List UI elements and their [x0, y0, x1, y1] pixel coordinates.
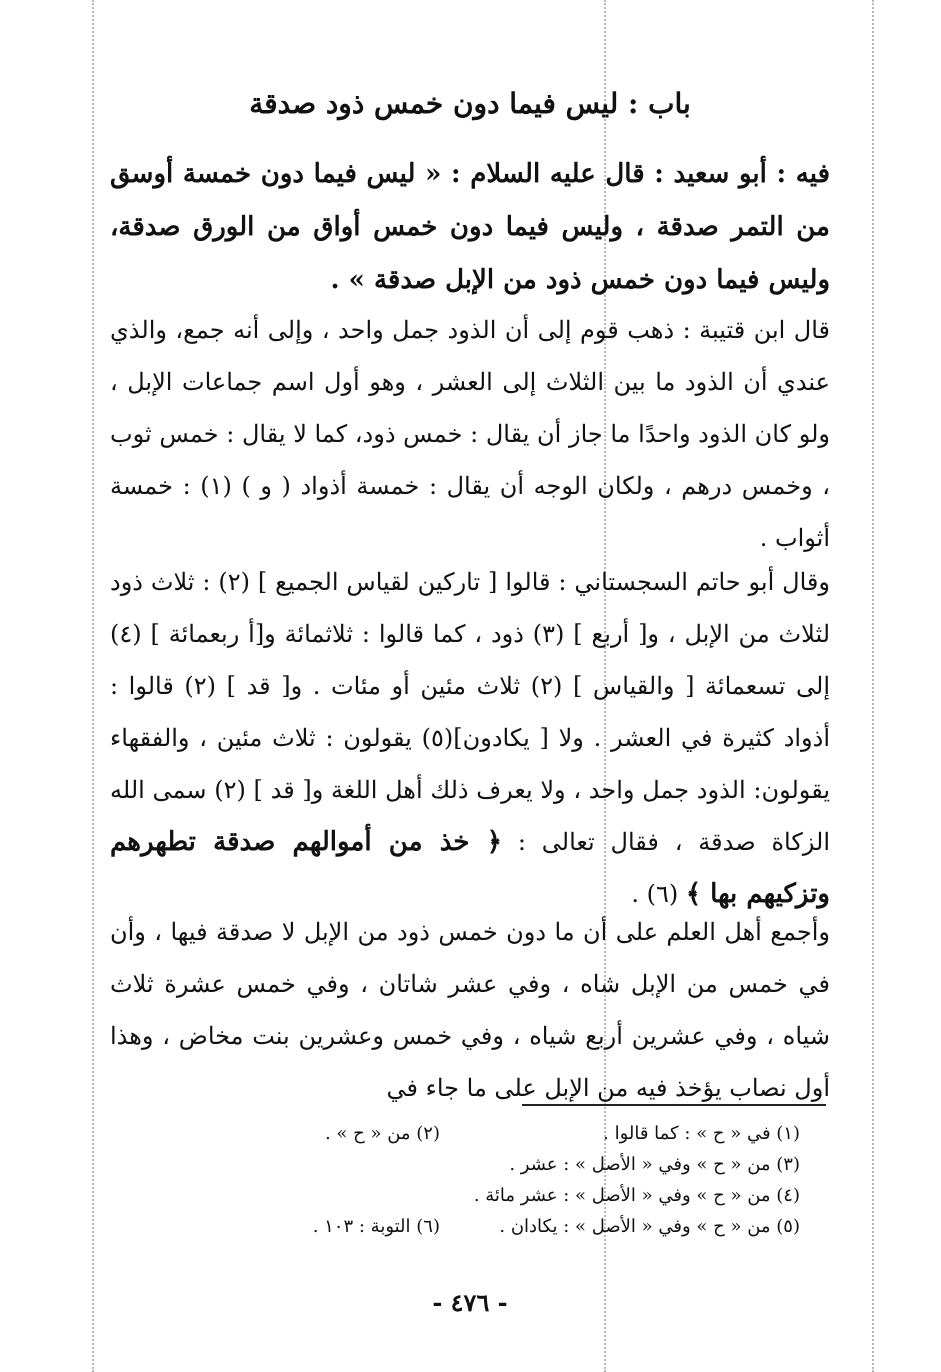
page-number: - ٤٧٦ -	[432, 1288, 508, 1317]
paragraph-ijma: وأجمع أهل العلم على أن ما دون خمس ذود من الإبل لا صدقة فيها ، وأن في خمس من الإبل شاه ، وفي عشر شاتان ، وفي خمس عشرة ثلاث شياه ، وفي عشرين أربع شياه ، وفي خمس وعشرين بنت مخاض ، وهذا أول نصاب يؤخذ فيه من الإبل على ما جاء في	[110, 918, 830, 1102]
footnotes	[200, 1118, 800, 1242]
footnote-5: (٥) من « ح » وفي « الأصل » : يكادان .	[499, 1216, 800, 1237]
footnote-6: (٦) التوبة : ١٠٣ .	[312, 1216, 440, 1237]
footnote-row	[200, 1211, 800, 1242]
quran-verse: ﴿ خذ من أموالهم صدقة تطهرهم وتزكيهم بها ﴾	[110, 827, 830, 909]
paragraph-ibn-qutaybah: قال ابن قتيبة : ذهب قوم إلى أن الذود جمل واحد ، وإلى أنه جمع، والذي عندي أن الذود ما بين الثلاث إلى العشر ، وهو أول اسم جماعات الإبل ، ولو كان الذود واحدًا ما جاز أن يقال : خمس ذود، كما لا يقال : خمس ثوب ، وخمس درهم ، ولكان الوجه أن يقال : خمسة أذواد ( و ) (١) : خمسة أثواب .	[110, 316, 830, 552]
paragraph-abu-hatim	[110, 556, 830, 920]
paragraph-abu-hatim-end: (٦) .	[631, 880, 679, 908]
footnote-1: (١) في « ح » : كما قالوا .	[603, 1123, 800, 1144]
scan-border-line	[872, 0, 874, 1372]
footnote-row	[200, 1149, 800, 1180]
chapter-title: باب : ليس فيما دون خمس ذود صدقة	[249, 87, 691, 120]
footnote-2: (٢) من « ح » .	[324, 1123, 440, 1144]
footnote-row	[200, 1180, 800, 1211]
footnote-4: (٤) من « ح » وفي « الأصل » : عشر مائة .	[473, 1185, 800, 1206]
footnote-row	[200, 1118, 800, 1149]
footnote-3: (٣) من « ح » وفي « الأصل » : عشر .	[509, 1154, 800, 1175]
hadith-text: فيه : أبو سعيد : قال عليه السلام : « ليس فيما دون خمسة أوسق من التمر صدقة ، وليس فيما دون خمس أواق من الورق صدقة، وليس فيما دون خمس ذود من الإبل صدقة » .	[110, 159, 830, 295]
footnote-separator	[522, 1104, 826, 1106]
scan-border-line	[92, 0, 94, 1372]
paragraph-abu-hatim-text: وقال أبو حاتم السجستاني : قالوا [ تاركين لقياس الجميع ] (٢) : ثلاث ذود لثلاث من الإبل ، و[ أربع ] (٣) ذود ، كما قالوا : ثلاثمائة و[أ ربعمائة ] (٤) إلى تسعمائة [ والقياس ] (٢) ثلاث مئين أو مئات . و[ قد ] (٢) قالوا : أذواد كثيرة في العشر . ولا [ يكادون](٥) يقولون : ثلاث مئين ، والفقهاء يقولون: الذود جمل واحد ، ولا يعرف ذلك أهل اللغة و[ قد ] (٢) سمى الله الزكاة صدقة ، فقال تعالى :	[110, 568, 831, 856]
